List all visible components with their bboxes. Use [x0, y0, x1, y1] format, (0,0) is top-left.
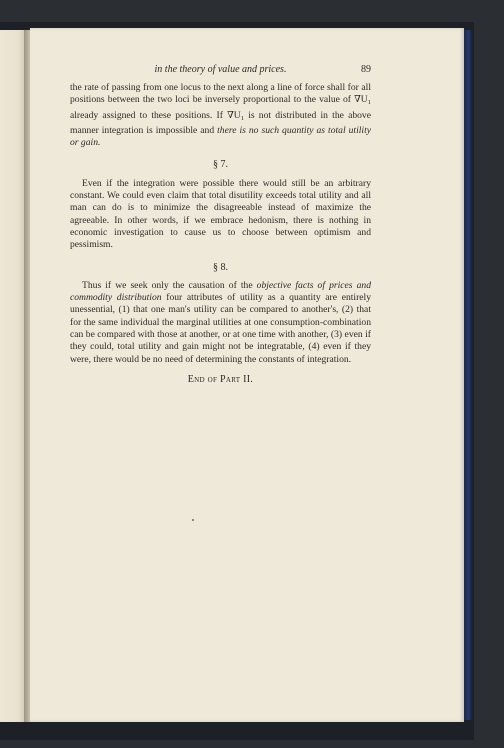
subscript: 1	[240, 114, 244, 122]
paragraph-text-c: is not distributed in the above manner integration is impossible and	[70, 109, 371, 136]
subscript: 1	[367, 99, 371, 107]
paragraph-text-b: already assigned to these positions. If ∇U	[70, 109, 241, 121]
page-number: 89	[361, 64, 371, 75]
section-8-heading: § 8.	[213, 261, 228, 273]
page-content	[70, 64, 371, 386]
section-7-paragraph: Even if the integration were possible there would still be an arbitrary constant. We could even claim that total disutility exceeds total utility and all man can do is to minimize the disagreeable instead of maximize the agreeable. In other words, if we embrace hedonism, there is nothing in economic investigation to cause us to choose between optimism and pessimism.	[70, 177, 371, 251]
book-cover-edge	[464, 30, 472, 720]
running-title: in the theory of value and prices.	[154, 64, 287, 75]
section-8-text-a: Thus if we seek only the causation of the	[82, 279, 257, 291]
section-8-paragraph	[70, 280, 371, 366]
left-page-edge	[0, 30, 26, 722]
section-7-heading: § 7.	[213, 159, 228, 171]
section-8-text-b: four attributes of utility as a quantity are entirely unessential, (1) that one man's utility can be compared to another's, (2) that for the same individual the marginal utilities at one consumption-combination can be compared with those at another, or at one time with another, (3) even if they could, total utility and gain might not be integratable, (4) even if they were, there would be no need of determining the constants of integration.	[70, 292, 371, 365]
running-head	[70, 64, 371, 78]
paragraph-emphasis: there is no such quantity as total utility or gain.	[70, 124, 371, 149]
section-8-emphasis: objective facts of prices and commodity distribution	[70, 279, 371, 304]
page-speck	[192, 519, 194, 521]
paragraph-continuation	[70, 82, 371, 149]
end-of-part-line: End of Part II.	[187, 373, 254, 385]
paragraph-text-a: the rate of passing from one locus to the next along a line of force shall for all positions between the two loci be inversely proportional to the value of ∇U	[70, 82, 371, 106]
